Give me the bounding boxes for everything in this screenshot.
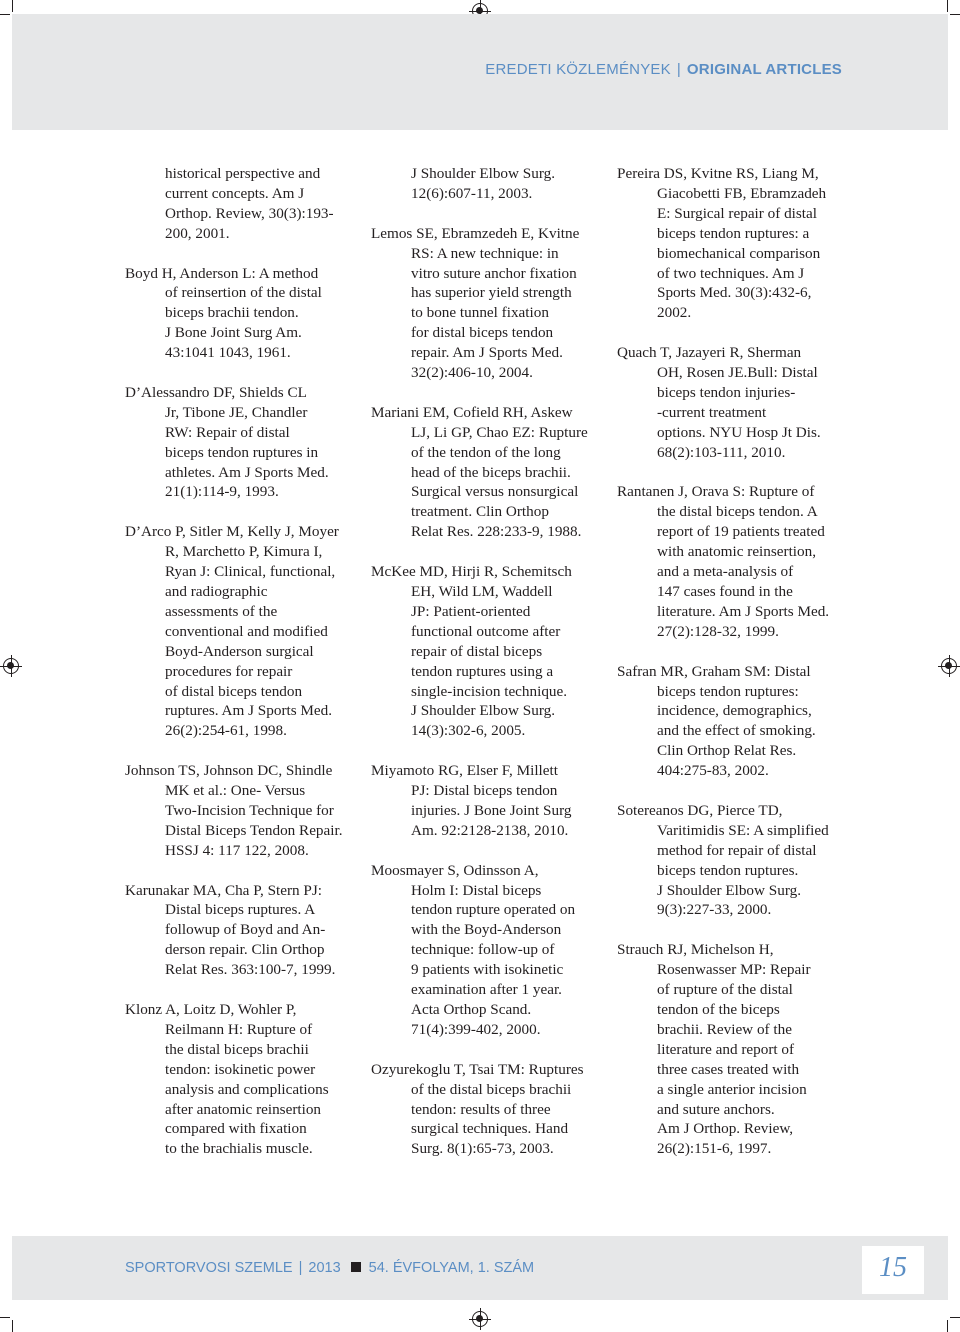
crop-mark — [950, 1317, 960, 1318]
reference-line: injuries. J Bone Joint Surg — [411, 801, 572, 819]
reference-line: and the effect of smoking. — [657, 722, 816, 740]
reference-line: repair. Am J Sports Med. — [411, 344, 563, 362]
reference-line: Lemos SE, Ebramzedeh E, Kvitne — [371, 224, 580, 242]
reference-line: Reilmann H: Rupture of — [165, 1020, 313, 1038]
reference-line: tendon: results of three — [411, 1100, 551, 1118]
reference-line: Rantanen J, Orava S: Rupture of — [617, 483, 815, 501]
reference-line: historical perspective and — [165, 165, 321, 182]
reference-line: repair of distal biceps — [411, 642, 543, 660]
reference-line: Distal Biceps Tendon Repair. — [165, 821, 343, 839]
reference-line: the distal biceps brachii — [165, 1040, 309, 1058]
reference-line: after anatomic reinsertion — [165, 1100, 322, 1118]
reference-entry — [125, 881, 360, 981]
reference-entry — [617, 662, 852, 781]
reference-line: E: Surgical repair of distal — [657, 204, 817, 222]
reference-line: Moosmayer S, Odinsson A, — [371, 861, 539, 879]
references-column-3 — [617, 164, 852, 1179]
reference-entry — [371, 224, 606, 383]
page-number: 15 — [879, 1252, 907, 1283]
reference-line: Ryan J: Clinical, functional, — [165, 563, 336, 581]
reference-line: three cases treated with — [657, 1060, 800, 1078]
reference-line: assessments of the — [165, 602, 278, 620]
reference-line: Quach T, Jazayeri R, Sherman — [617, 344, 802, 362]
reference-line: Karunakar MA, Cha P, Stern PJ: — [125, 881, 322, 899]
reference-line: tendon rupture operated on — [411, 901, 576, 919]
journal-footer — [125, 1260, 534, 1276]
reference-line: Giacobetti FB, Ebramzadeh — [657, 184, 827, 202]
reference-line: procedures for repair — [165, 662, 293, 680]
journal-year: 2013 — [308, 1260, 341, 1276]
reference-entry — [371, 1060, 606, 1160]
reference-line: Pereira DS, Kvitne RS, Liang M, — [617, 165, 819, 182]
reference-line: biomechanical comparison — [657, 244, 821, 262]
reference-line: to bone tunnel fixation — [411, 304, 549, 322]
reference-line: derson repair. Clin Orthop — [165, 941, 325, 959]
references-column-1 — [125, 164, 360, 1179]
footer-separator: | — [298, 1260, 303, 1276]
registration-mark-icon — [472, 1311, 488, 1327]
reference-line: McKee MD, Hirji R, Schemitsch — [371, 563, 572, 581]
reference-entry — [371, 562, 606, 741]
reference-line: Orthop. Review, 30(3):193- — [165, 204, 334, 222]
reference-line: 147 cases found in the — [657, 583, 793, 600]
reference-line: Strauch RJ, Michelson H, — [617, 941, 774, 959]
reference-entry — [125, 1000, 360, 1159]
crop-mark — [947, 0, 948, 12]
reference-line: EH, Wild LM, Waddell — [411, 582, 553, 600]
section-title-hu: EREDETI KÖZLEMÉNYEK — [485, 61, 671, 78]
reference-line: Relat Res. 228:233-9, 1988. — [411, 523, 582, 541]
reference-entry — [125, 761, 360, 861]
reference-line: 2002. — [657, 304, 692, 322]
reference-line: RS: A new technique: in — [411, 244, 559, 262]
reference-entry — [617, 482, 852, 641]
reference-line: analysis and complications — [165, 1080, 329, 1098]
reference-line: Safran MR, Graham SM: Distal — [617, 662, 811, 680]
reference-line: and radiographic — [165, 582, 268, 600]
reference-line: followup of Boyd and An- — [165, 921, 326, 939]
reference-line: Miyamoto RG, Elser F, Millett — [371, 762, 558, 780]
reference-line: Johnson TS, Johnson DC, Shindle — [125, 762, 333, 780]
reference-line: Holm I: Distal biceps — [411, 881, 542, 899]
reference-line: R, Marchetto P, Kimura I, — [165, 543, 323, 561]
reference-entry — [371, 861, 606, 1040]
crop-mark — [0, 1317, 10, 1318]
reference-line: of the distal biceps brachii — [411, 1080, 572, 1098]
reference-line: biceps brachii tendon. — [165, 304, 299, 322]
reference-line: 71(4):399-402, 2000. — [411, 1020, 541, 1038]
reference-line: options. NYU Hosp Jt Dis. — [657, 423, 821, 441]
reference-entry — [617, 801, 852, 920]
registration-mark-icon — [3, 658, 19, 674]
reference-line: to the brachialis muscle. — [165, 1140, 313, 1158]
reference-entry — [371, 761, 606, 841]
reference-line: JP: Patient-oriented — [411, 602, 531, 620]
reference-line: vitro suture anchor fixation — [411, 264, 577, 282]
reference-line: biceps tendon ruptures: — [657, 682, 799, 700]
reference-line: Klonz A, Loitz D, Wohler P, — [125, 1000, 297, 1018]
reference-line: 21(1):114-9, 1993. — [165, 483, 279, 501]
reference-line: Acta Orthop Scand. — [411, 1000, 532, 1018]
reference-line: RW: Repair of distal — [165, 423, 290, 441]
reference-line: biceps tendon ruptures: a — [657, 224, 810, 242]
crop-mark — [950, 14, 960, 15]
reference-line: Relat Res. 363:100-7, 1999. — [165, 961, 336, 979]
reference-line: 9(3):227-33, 2000. — [657, 901, 772, 919]
reference-line: of distal biceps tendon — [165, 682, 303, 700]
crop-mark — [947, 1320, 948, 1332]
reference-line: for distal biceps tendon — [411, 324, 554, 342]
reference-line: 27(2):128-32, 1999. — [657, 622, 779, 640]
section-header — [485, 61, 842, 78]
reference-line: technique: follow-up of — [411, 941, 555, 959]
reference-line: Am J Orthop. Review, — [657, 1120, 794, 1138]
journal-name: SPORTORVOSI SZEMLE — [125, 1260, 293, 1276]
crop-mark — [12, 1320, 13, 1332]
reference-line: OH, Rosen JE.Bull: Distal — [657, 364, 818, 382]
reference-line: Mariani EM, Cofield RH, Askew — [371, 403, 573, 421]
reference-line: -current treatment — [657, 403, 767, 421]
reference-entry — [617, 343, 852, 462]
reference-line: Varitimidis SE: A simplified — [657, 821, 829, 839]
reference-line: 43:1041 1043, 1961. — [165, 344, 291, 362]
reference-line: method for repair of distal — [657, 841, 817, 859]
reference-line: tendon of the biceps — [657, 1000, 780, 1018]
reference-line: with the Boyd-Anderson — [411, 921, 562, 939]
journal-volume: 54. ÉVFOLYAM, 1. SZÁM — [368, 1260, 535, 1276]
reference-line: Sports Med. 30(3):432-6, — [657, 284, 812, 302]
reference-line: biceps tendon ruptures in — [165, 443, 319, 461]
reference-line: incidence, demographics, — [657, 702, 812, 720]
reference-line: Sotereanos DG, Pierce TD, — [617, 801, 783, 819]
reference-line: and a meta-analysis of — [657, 563, 794, 581]
reference-line: with anatomic reinsertion, — [657, 543, 817, 561]
reference-continued — [371, 164, 606, 204]
reference-line: literature and report of — [657, 1040, 795, 1058]
reference-line: current concepts. Am J — [165, 184, 305, 202]
reference-line: Rosenwasser MP: Repair — [657, 961, 811, 979]
reference-entry — [125, 383, 360, 502]
reference-line: PJ: Distal biceps tendon — [411, 782, 558, 800]
reference-line: 200, 2001. — [165, 224, 230, 242]
reference-line: report of 19 patients treated — [657, 523, 825, 541]
reference-line: ruptures. Am J Sports Med. — [165, 702, 333, 720]
reference-line: single-incision technique. — [411, 682, 568, 700]
reference-line: 26(2):254-61, 1998. — [165, 722, 287, 740]
reference-line: a single anterior incision — [657, 1080, 807, 1098]
reference-entry — [125, 522, 360, 741]
reference-line: D’Arco P, Sitler M, Kelly J, Moyer — [125, 523, 339, 541]
crop-mark — [12, 0, 13, 12]
reference-line: the distal biceps tendon. A — [657, 503, 818, 521]
crop-mark — [0, 14, 10, 15]
reference-line: 32(2):406-10, 2004. — [411, 364, 533, 382]
reference-line: J Shoulder Elbow Surg. — [411, 702, 556, 720]
reference-line: Distal biceps ruptures. A — [165, 901, 316, 919]
reference-line: tendon ruptures using a — [411, 662, 554, 680]
reference-line: biceps tendon ruptures. — [657, 861, 799, 879]
reference-line: 9 patients with isokinetic — [411, 961, 564, 979]
reference-entry — [125, 264, 360, 364]
registration-mark-icon — [941, 658, 957, 674]
reference-line: Two-Incision Technique for — [165, 801, 334, 819]
reference-line: tendon: isokinetic power — [165, 1060, 316, 1078]
reference-line: D’Alessandro DF, Shields CL — [125, 383, 307, 401]
reference-line: athletes. Am J Sports Med. — [165, 463, 329, 481]
reference-line: 68(2):103-111, 2010. — [657, 443, 786, 461]
reference-line: HSSJ 4: 117 122, 2008. — [165, 841, 309, 859]
reference-line: LJ, Li GP, Chao EZ: Rupture — [411, 423, 588, 441]
reference-line: literature. Am J Sports Med. — [657, 602, 830, 620]
reference-line: Surgical versus nonsurgical — [411, 483, 579, 501]
reference-line: MK et al.: One- Versus — [165, 782, 306, 800]
page-number-box — [862, 1246, 924, 1294]
section-title-en: ORIGINAL ARTICLES — [686, 61, 842, 78]
reference-line: of reinsertion of the distal — [165, 284, 322, 302]
reference-line: Boyd-Anderson surgical — [165, 642, 314, 660]
reference-line: and suture anchors. — [657, 1100, 775, 1118]
reference-line: treatment. Clin Orthop — [411, 503, 549, 521]
reference-line: Boyd H, Anderson L: A method — [125, 264, 319, 282]
reference-line: of the tendon of the long — [411, 443, 561, 461]
reference-line: J Bone Joint Surg Am. — [165, 324, 302, 342]
reference-line: brachii. Review of the — [657, 1020, 792, 1038]
reference-line: functional outcome after — [411, 622, 561, 640]
reference-line: compared with fixation — [165, 1120, 307, 1138]
reference-line: biceps tendon injuries- — [657, 383, 796, 401]
reference-line: Clin Orthop Relat Res. — [657, 742, 797, 760]
reference-continued — [125, 164, 360, 244]
reference-entry — [617, 164, 852, 323]
reference-line: Jr, Tibone JE, Chandler — [165, 403, 308, 421]
reference-line: J Shoulder Elbow Surg. — [411, 165, 556, 182]
reference-line: Surg. 8(1):65-73, 2003. — [411, 1140, 554, 1158]
reference-line: surgical techniques. Hand — [411, 1120, 569, 1138]
reference-line: has superior yield strength — [411, 284, 572, 302]
reference-line: J Shoulder Elbow Surg. — [657, 881, 802, 899]
reference-entry — [371, 403, 606, 542]
reference-line: examination after 1 year. — [411, 981, 562, 999]
reference-line: Am. 92:2128-2138, 2010. — [411, 821, 569, 839]
reference-line: head of the biceps brachii. — [411, 463, 571, 481]
section-separator: | — [676, 61, 681, 78]
reference-line: 26(2):151-6, 1997. — [657, 1140, 772, 1158]
reference-entry — [617, 940, 852, 1159]
reference-line: conventional and modified — [165, 622, 328, 640]
reference-line: 14(3):302-6, 2005. — [411, 722, 526, 740]
square-bullet-icon — [351, 1262, 361, 1272]
references-column-2 — [371, 164, 606, 1179]
reference-line: 12(6):607-11, 2003. — [411, 184, 533, 202]
reference-line: of two techniques. Am J — [657, 264, 805, 282]
reference-line: Ozyurekoglu T, Tsai TM: Ruptures — [371, 1060, 584, 1078]
reference-line: of rupture of the distal — [657, 981, 793, 999]
reference-line: 404:275-83, 2002. — [657, 762, 769, 780]
